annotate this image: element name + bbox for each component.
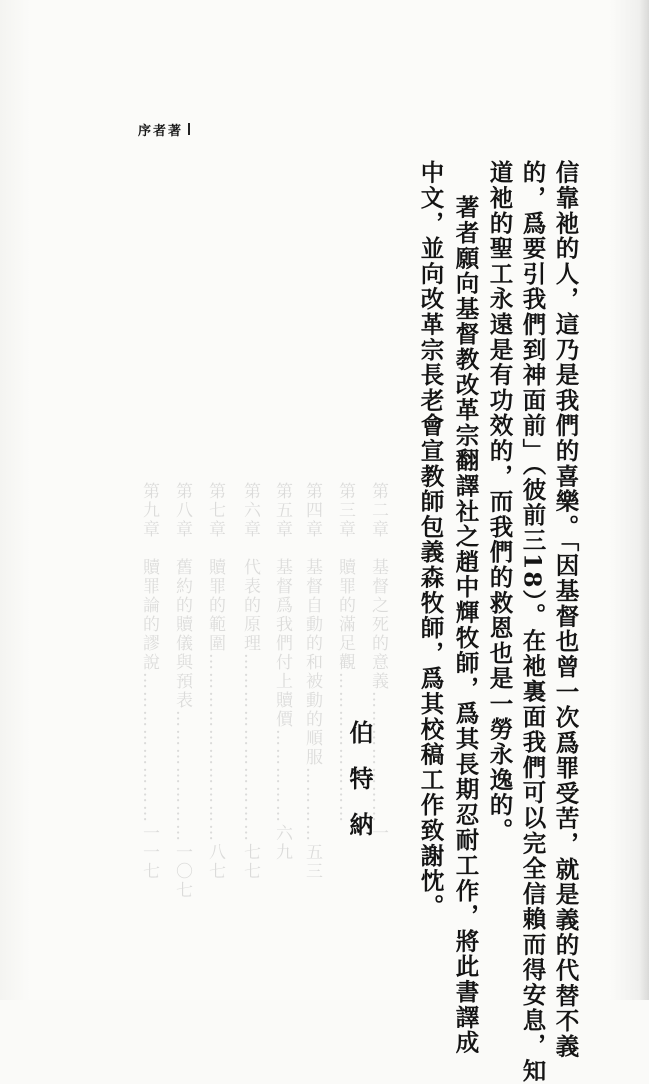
header-rule: [188, 123, 190, 135]
page-binding-shadow: [639, 0, 649, 1000]
text-column-4: 著者願向基督教改革宗翻譯社之趙中輝牧師，爲其長期忍耐工作，將此書譯成: [451, 195, 480, 1056]
running-header: 序者著: [138, 124, 184, 139]
bleed-through-line: 第六章 代表的原理…………………………七七: [240, 482, 260, 881]
bleed-through-line: 第七章 贖罪的範圍…………………………八七: [205, 482, 225, 881]
bleed-through-line: 第四章 基督自動的和被動的順服…………五三: [302, 482, 322, 881]
author-signature: 伯特納: [345, 720, 374, 858]
bleed-through-line: 第九章 贖罪論的謬說……………………一一七: [139, 482, 159, 881]
bleed-through-line: 第二章 基督之死的意義…………………一: [368, 482, 388, 843]
text-column-5: 中文，並向改革宗長老會宣教師包義森牧師，爲其校稿工作致謝忱。: [416, 160, 445, 919]
text-column-3: 道祂的聖工永遠是有功效的，而我們的救恩也是一勞永逸的。: [485, 160, 514, 844]
bleed-through-line: 第三章 贖罪的滿足觀……………………: [335, 482, 355, 824]
bleed-through-line: 第八章 舊約的贖儀與預表…………………一〇七: [172, 482, 192, 900]
bleed-through-line: 第五章 基督爲我們付上贖價……………六九: [272, 482, 292, 862]
text-column-2: 的，爲要引我們到神面前」（彼前三18）。在祂裏面我們可以完全信賴而得安息，知: [518, 160, 547, 1084]
text-column-1: 信靠祂的人，這乃是我們的喜樂。「因基督也曾一次爲罪受苦，就是義的代替不義: [551, 160, 580, 1060]
